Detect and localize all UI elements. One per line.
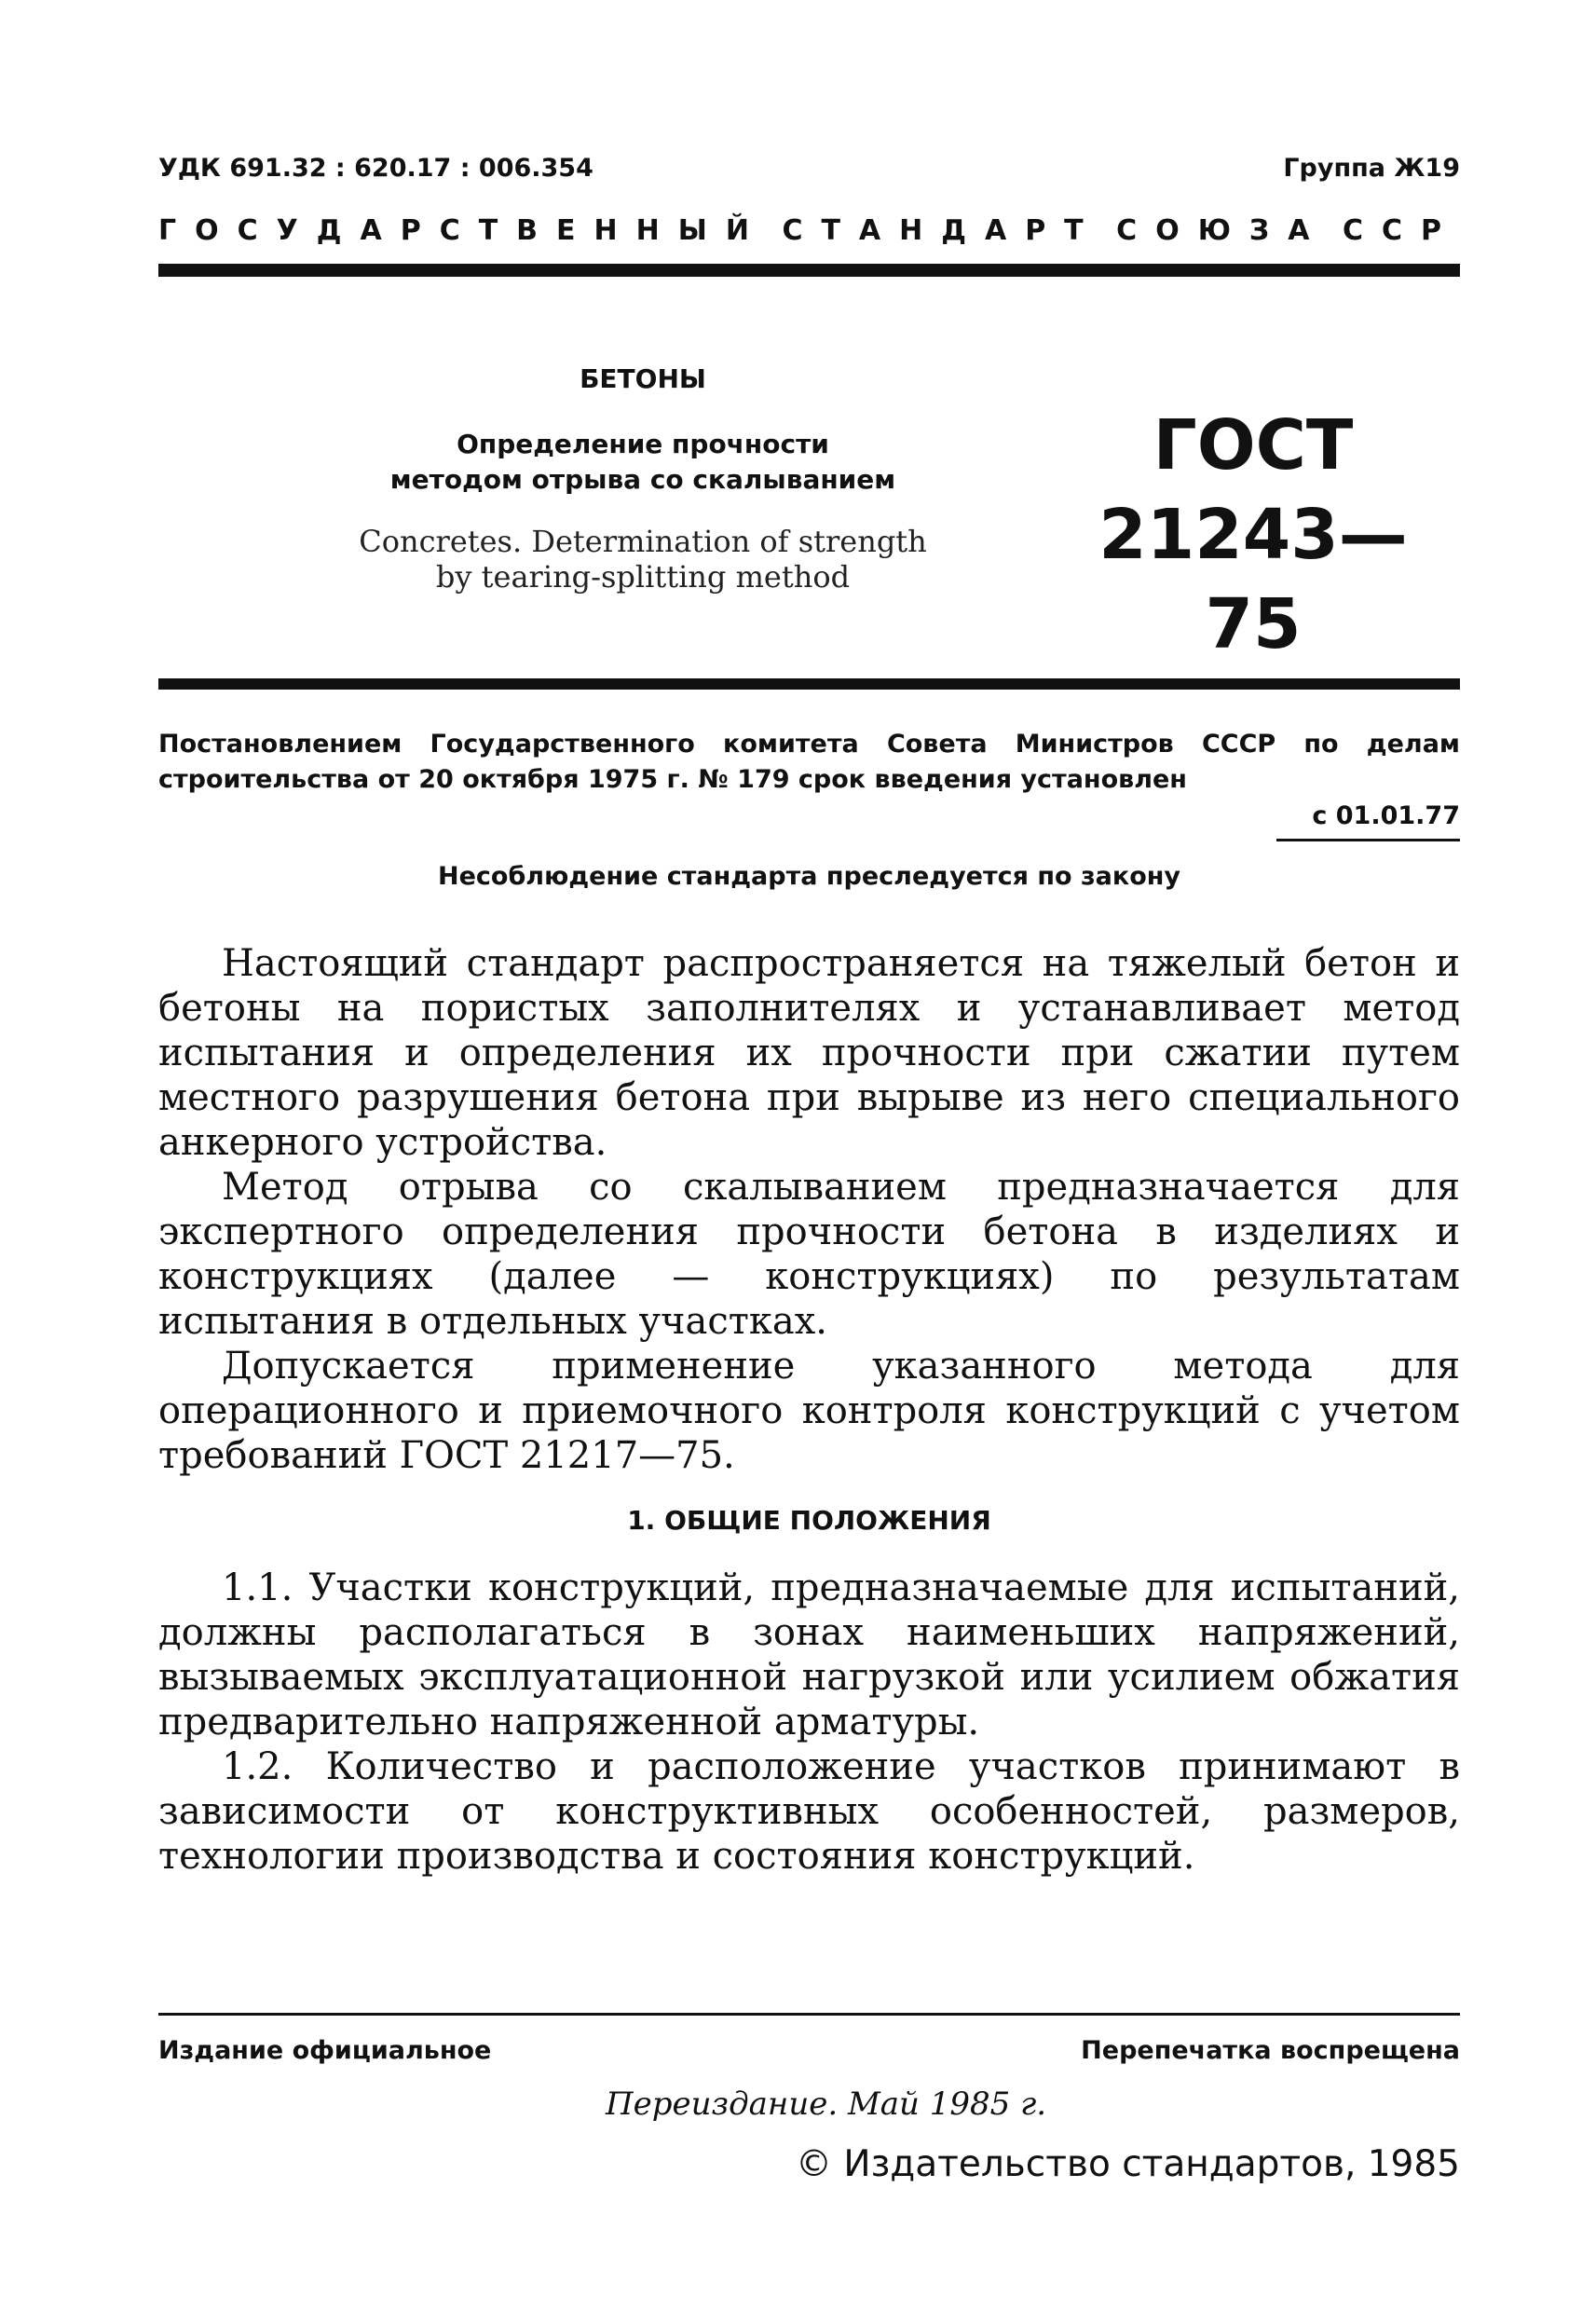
reprint-notice: Перепечатка воспрещена [1081, 2036, 1460, 2065]
paragraph: Настоящий стандарт распространяется на тяжелый бетон и бетоны на пористых заполнителях и устанавливает метод испытания и определения их прочности при сжатии путем местного разрушения бетона при вырыве из него специального анкерного устройства. [158, 942, 1460, 1164]
effective-date: с 01.01.77 [1312, 801, 1460, 830]
gost-label: ГОСТ [1153, 405, 1354, 485]
publisher-copyright: © Издательство стандартов, 1985 [796, 2143, 1460, 2185]
header-rule [158, 264, 1460, 277]
penalty-notice: Несоблюдение стандарта преследуется по закону [437, 862, 1181, 891]
paragraph: 1.1. Участки конструкций, предназначаемые для испытаний, должны располагаться в зонах наименьших напряжений, вызываемых эксплуатационной нагрузкой или усилием обжатия предварительно напряженной арматуры. [158, 1566, 1460, 1744]
section-text [158, 1566, 1460, 1879]
group-code: Группа Ж19 [1283, 154, 1460, 183]
gost-number [1062, 401, 1444, 669]
state-standard-heading [158, 214, 1460, 247]
document-subtitle-ru [307, 427, 978, 498]
state-standard-word: СТАНДАРТ [782, 214, 1102, 247]
footer-rule [158, 2013, 1460, 2016]
paragraph: Допускается применение указанного метода для операционного и приемочного контроля конструкций с учетом требований ГОСТ 21217—75. [158, 1345, 1460, 1477]
subtitle-line: Определение прочности [457, 429, 829, 459]
title-en-line: Concretes. Determination of strength [359, 524, 927, 559]
state-standard-word: СОЮЗА [1116, 214, 1329, 247]
subtitle-line: методом отрыва со скалыванием [389, 464, 896, 495]
state-standard-word: ССР [1342, 214, 1460, 247]
edition-label: Издание официальное [158, 2036, 492, 2065]
title-en-line: by tearing-splitting method [435, 559, 851, 595]
section-title: 1. ОБЩИЕ ПОЛОЖЕНИЯ [627, 1505, 991, 1536]
state-standard-word: ГОСУДАРСТВЕННЫЙ [158, 214, 768, 247]
paragraph: Метод отрыва со скалыванием предназначается для экспертного определения прочности бетона в изделиях и конструкциях (далее — конструкциях) по результатам испытания в отдельных участках. [158, 1166, 1460, 1343]
document-title-en [280, 524, 1006, 595]
decree-text: Постановлением Государственного комитета Совета Министров СССР по делам строительства от 20 октября 1975 г. № 179 срок введения установлен [158, 730, 1460, 794]
udk-code: УДК 691.32 : 620.17 : 006.354 [158, 154, 593, 183]
intro-text [158, 941, 1460, 1478]
document-title-ru: БЕТОНЫ [580, 363, 706, 394]
effective-date-underline [1276, 839, 1460, 841]
reissue-note: Переиздание. Май 1985 г. [606, 2085, 1047, 2123]
paragraph: 1.2. Количество и расположение участков принимают в зависимости от конструктивных особенностей, размеров, технологии производства и состояния конструкций. [158, 1745, 1460, 1878]
title-rule [158, 678, 1460, 690]
gost-designation: 21243—75 [1098, 495, 1408, 664]
